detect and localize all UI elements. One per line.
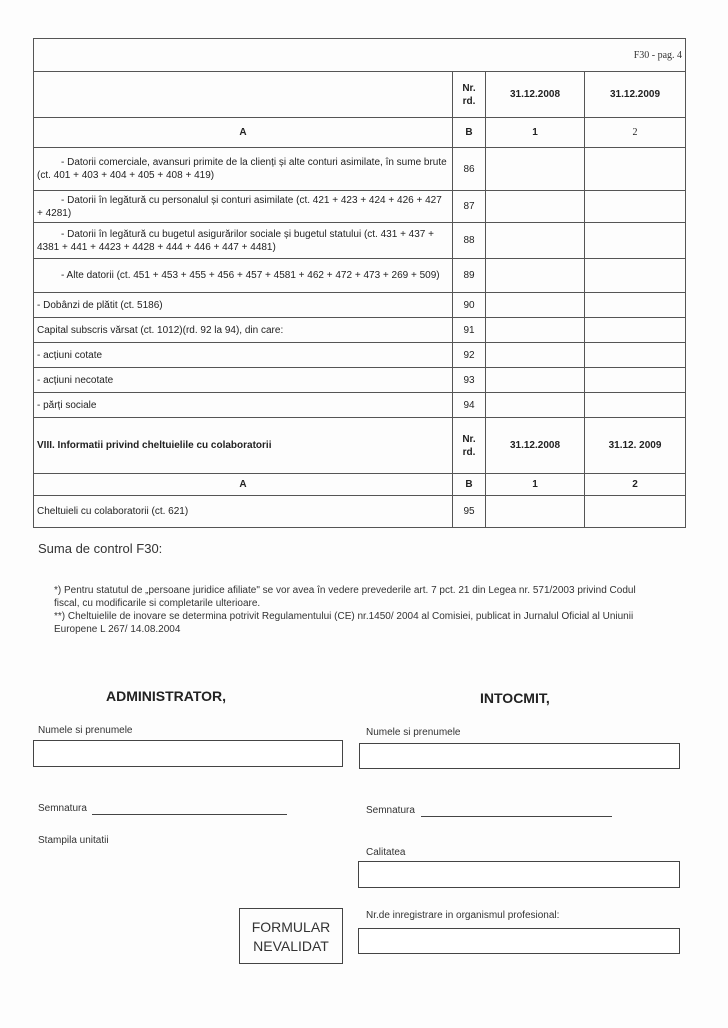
table-row [34, 496, 686, 528]
intocmit-name-label: Numele si prenumele [366, 727, 461, 738]
stamp-line-1: FORMULAR [251, 919, 331, 935]
table-row [34, 343, 686, 368]
footnotes [54, 584, 644, 636]
row-label: - Dobânzi de plătit (ct. 5186) [34, 293, 453, 318]
row-value-2009[interactable] [585, 393, 686, 418]
row-value-2009[interactable] [585, 343, 686, 368]
row-value-2008[interactable] [486, 191, 585, 223]
intocmit-quality-label: Calitatea [366, 847, 406, 858]
header-desc [34, 72, 453, 118]
row-value-2008[interactable] [486, 259, 585, 293]
row-nr: 92 [453, 343, 486, 368]
row-nr: 87 [453, 191, 486, 223]
letter-a: A [34, 118, 453, 148]
row-value-2009[interactable] [585, 293, 686, 318]
table-row [34, 393, 686, 418]
admin-signature-line[interactable] [92, 813, 287, 815]
header-col2: 31.12.2009 [585, 72, 686, 118]
footnote-1: *) Pentru statutul de „persoane juridice afiliate" se vor avea în vedere prevederile art. 7 pct. 21 din Legea nr. 571/2003 privind Codul fiscal, cu modificarile si completarile ulterioare. [54, 585, 636, 609]
intocmit-reg-field[interactable] [358, 928, 680, 954]
admin-name-field[interactable] [33, 740, 343, 767]
row-value-2009[interactable] [585, 496, 686, 528]
table-row [34, 259, 686, 293]
row-nr: 94 [453, 393, 486, 418]
row-value-2008[interactable] [486, 368, 585, 393]
row-value-2009[interactable] [585, 318, 686, 343]
section-letter-a: A [34, 474, 453, 496]
letter-1: 1 [486, 118, 585, 148]
intocmit-name-field[interactable] [359, 743, 680, 769]
table-row [34, 191, 686, 223]
table-row [34, 148, 686, 191]
intocmit-reg-label: Nr.de inregistrare in organismul profesional: [366, 910, 560, 921]
row-value-2008[interactable] [486, 148, 585, 191]
letter-2: 2 [585, 118, 686, 148]
stamp-line-2: NEVALIDAT [253, 938, 329, 954]
row-nr: 93 [453, 368, 486, 393]
header-col1: 31.12.2008 [486, 72, 585, 118]
row-label: - acțiuni necotate [34, 368, 453, 393]
admin-stamp-label: Stampila unitatii [38, 835, 109, 846]
row-label: - Datorii comerciale, avansuri primite de la clienți și alte conturi asimilate, în sume brute (ct. 401 + 403 + 404 + 405 + 408 + 419) [34, 148, 453, 191]
intocmit-signature-label: Semnatura [366, 805, 415, 816]
row-label: - Alte datorii (ct. 451 + 453 + 455 + 456 + 457 + 4581 + 462 + 472 + 473 + 269 + 509) [34, 259, 453, 293]
section-letter-2: 2 [585, 474, 686, 496]
table-row [34, 368, 686, 393]
intocmit-title: INTOCMIT, [480, 690, 550, 706]
row-value-2009[interactable] [585, 148, 686, 191]
row-label: - Datorii în legătură cu personalul și conturi asimilate (ct. 421 + 423 + 424 + 426 + 427 + 4281) [34, 191, 453, 223]
page-label: F30 - pag. 4 [34, 39, 686, 72]
row-value-2008[interactable] [486, 293, 585, 318]
row-value-2008[interactable] [486, 223, 585, 259]
intocmit-signature-line[interactable] [421, 815, 612, 817]
row-value-2008[interactable] [486, 343, 585, 368]
table-row [34, 318, 686, 343]
header-nr: Nr. rd. [453, 72, 486, 118]
row-label: - Datorii în legătură cu bugetul asigurărilor sociale și bugetul statului (ct. 431 + 437 + 4381 + 441 + 4423 + 4428 + 444 + 446 + 447 + 4481) [34, 223, 453, 259]
control-sum-label: Suma de control F30: [38, 541, 163, 556]
admin-title: ADMINISTRATOR, [106, 688, 227, 704]
row-value-2008[interactable] [486, 393, 585, 418]
row-nr: 89 [453, 259, 486, 293]
table-row [34, 293, 686, 318]
f30-table [33, 38, 686, 528]
footnote-2: **) Cheltuielile de inovare se determina potrivit Regulamentului (CE) nr.1450/ 2004 al Comisiei, publicat in Jurnalul Oficial al Uniunii Europene L 267/ 14.08.2004 [54, 611, 634, 635]
row-value-2009[interactable] [585, 259, 686, 293]
row-label: - părți sociale [34, 393, 453, 418]
row-label: Capital subscris vărsat (ct. 1012)(rd. 92 la 94), din care: [34, 318, 453, 343]
row-nr: 91 [453, 318, 486, 343]
row-value-2009[interactable] [585, 368, 686, 393]
row-label: - acțiuni cotate [34, 343, 453, 368]
section-letter-b: B [453, 474, 486, 496]
admin-name-label: Numele si prenumele [38, 725, 133, 736]
letter-b: B [453, 118, 486, 148]
section-header-col2: 31.12. 2009 [585, 418, 686, 474]
section-header-nr: Nr. rd. [453, 418, 486, 474]
row-value-2009[interactable] [585, 223, 686, 259]
row-nr: 90 [453, 293, 486, 318]
section-title: VIII. Informatii privind cheltuielile cu colaboratorii [34, 418, 453, 474]
row-label: Cheltuieli cu colaboratorii (ct. 621) [34, 496, 453, 528]
row-nr: 95 [453, 496, 486, 528]
admin-signature-label: Semnatura [38, 803, 87, 814]
table-row [34, 223, 686, 259]
row-value-2008[interactable] [486, 496, 585, 528]
section-letter-1: 1 [486, 474, 585, 496]
unvalidated-form-stamp [239, 908, 343, 964]
intocmit-quality-field[interactable] [358, 861, 680, 888]
row-nr: 86 [453, 148, 486, 191]
section-header-col1: 31.12.2008 [486, 418, 585, 474]
row-nr: 88 [453, 223, 486, 259]
row-value-2008[interactable] [486, 318, 585, 343]
row-value-2009[interactable] [585, 191, 686, 223]
